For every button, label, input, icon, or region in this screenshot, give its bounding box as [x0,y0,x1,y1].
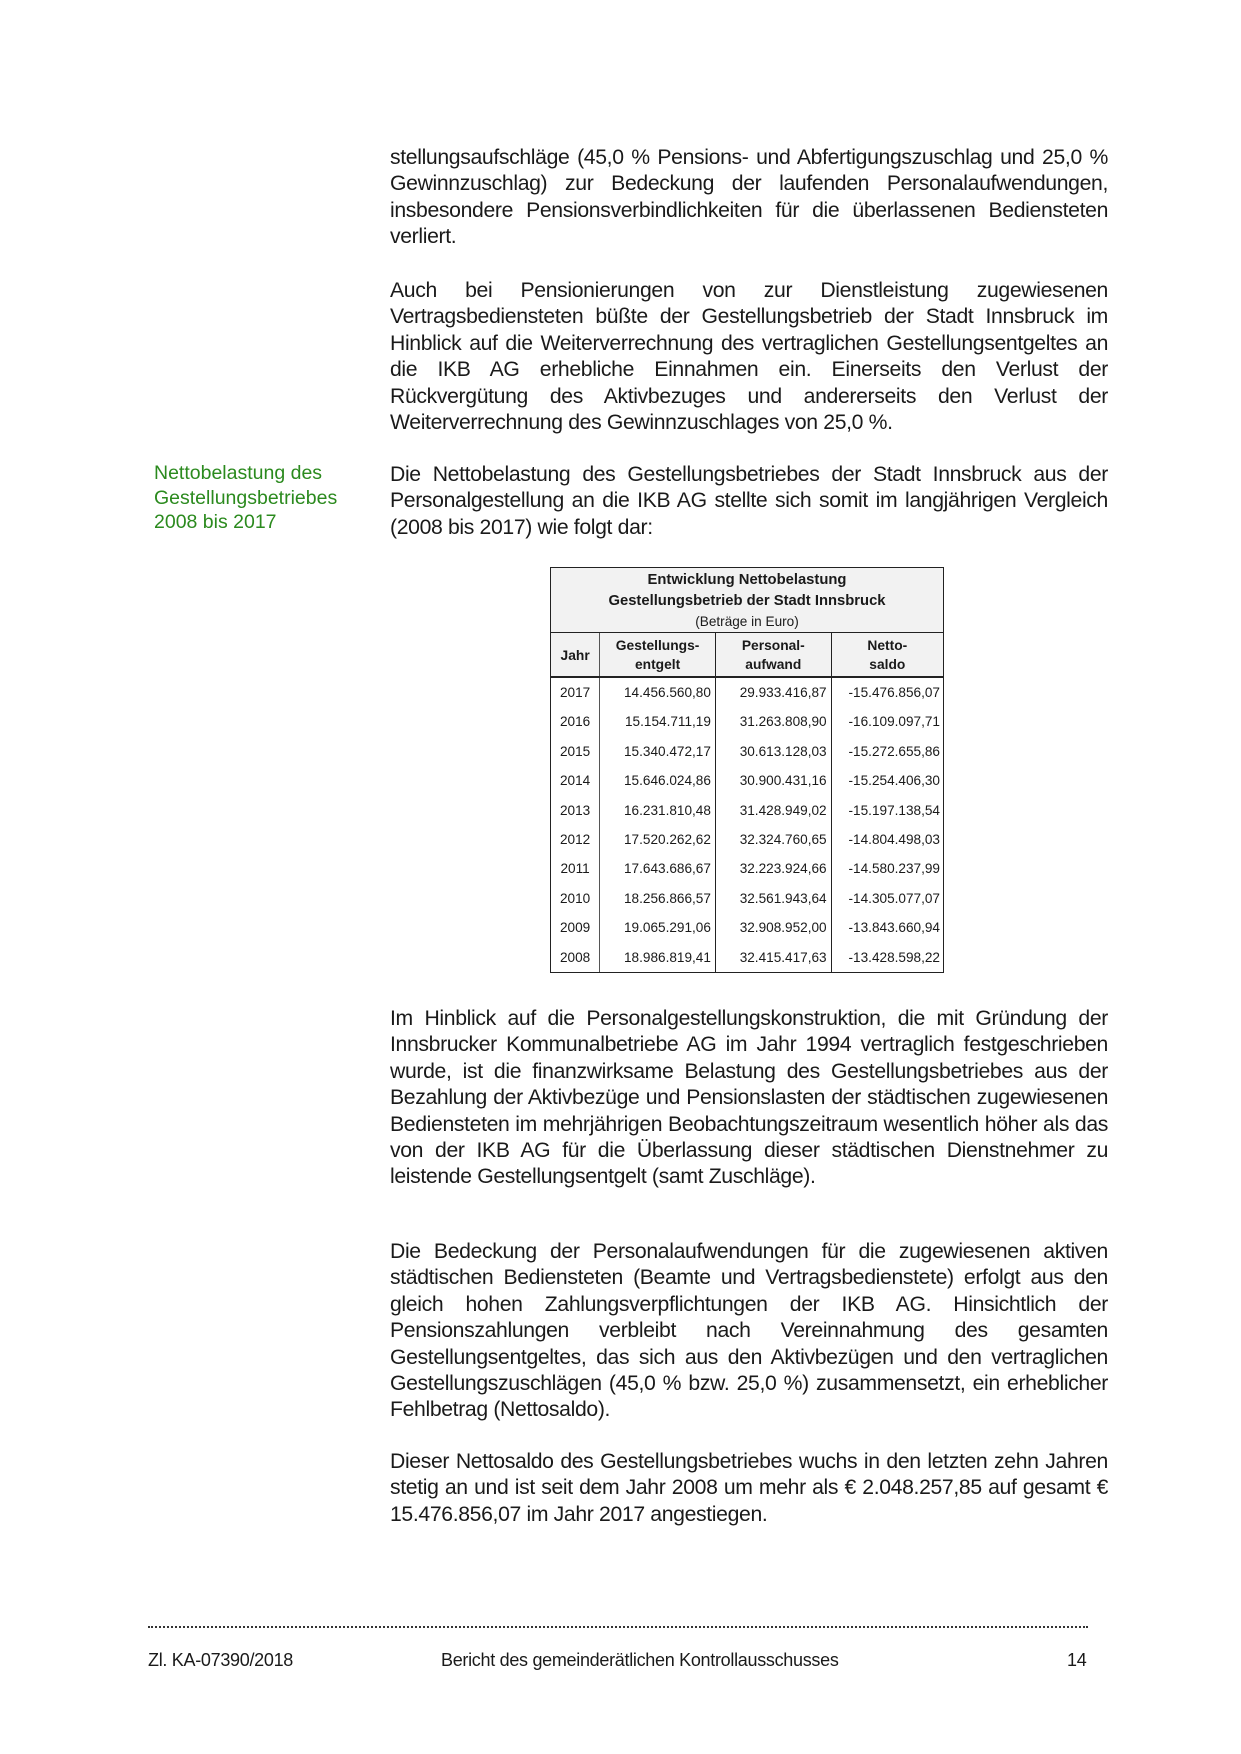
cell-nettosaldo: -13.428.598,22 [831,943,943,973]
nettobelastung-table-container [550,567,944,973]
header-text: Personal- [741,638,805,653]
cell-jahr: 2013 [551,796,600,825]
paragraph-bedeckung: Die Bedeckung der Personalaufwendungen für die zugewiesenen aktiven städtischen Bediensteten (Beamte und Vertragsbedienstete) erfolgt aus den gleich hohen Zahlungsverpflichtungen der IKB AG. Hinsichtlich der Pensionszahlungen verbleibt nach Vereinnahmung des gesamten Gestellungsentgeltes, das sich aus den Aktivbezügen und den vertraglichen Gestellungszuschlägen (45,0 % bzw. 25,0 %) zusammensetzt, ein erheblicher Fehlbetrag (Nettosaldo). [390,1240,1108,1422]
table-row [551,854,944,883]
footer-reference: Zl. KA-07390/2018 [148,1650,293,1670]
cell-personalaufwand: 30.613.128,03 [715,737,831,766]
cell-nettosaldo: -14.580.237,99 [831,854,943,883]
paragraph-nettobelastung-intro: Die Nettobelastung des Gestellungsbetriebes der Stadt Innsbruck aus der Personalgestellung an die IKB AG stellte sich somit im langjährigen Vergleich (2008 bis 2017) wie folgt dar: [390,463,1108,539]
cell-jahr: 2011 [551,854,600,883]
cell-personalaufwand: 32.324.760,65 [715,825,831,854]
cell-nettosaldo: -16.109.097,71 [831,707,943,736]
cell-nettosaldo: -13.843.660,94 [831,913,943,942]
cell-gestellungsentgelt: 15.340.472,17 [600,737,716,766]
cell-gestellungsentgelt: 18.986.819,41 [600,943,716,973]
table-row [551,884,944,913]
cell-jahr: 2012 [551,825,600,854]
paragraph-nettosaldo-growth: Dieser Nettosaldo des Gestellungsbetriebes wuchs in den letzten zehn Jahren stetig an und ist seit dem Jahr 2008 um mehr als € 2.048.257,85 auf gesamt € 15.476.856,07 im Jahr 2017 angestiegen. [390,1450,1108,1526]
header-text: Gestellungs- [615,638,700,653]
table-subtitle: (Beträge in Euro) [695,614,799,629]
header-nettosaldo [831,633,943,678]
table-row [551,796,944,825]
cell-personalaufwand: 31.263.808,90 [715,707,831,736]
cell-personalaufwand: 31.428.949,02 [715,796,831,825]
table-row [551,766,944,795]
cell-personalaufwand: 32.223.924,66 [715,854,831,883]
cell-gestellungsentgelt: 14.456.560,80 [600,677,716,707]
page-number: 14 [1067,1650,1087,1670]
paragraph-pensions-surcharges: stellungsaufschläge (45,0 % Pensions- und Abfertigungszuschlag und 25,0 % Gewinnzuschlag) zur Bedeckung der laufenden Personalaufwendungen, insbesondere Pensionsverbindlichkeiten für die überlassenen Bediensteten verliert. [390,146,1108,249]
header-jahr: Jahr [551,633,600,678]
table-row [551,825,944,854]
table-row [551,737,944,766]
table-title [551,568,944,633]
header-gestellungsentgelt [600,633,716,678]
table-row [551,913,944,942]
cell-nettosaldo: -15.272.655,86 [831,737,943,766]
paragraph-personalgestellungskonstruktion: Im Hinblick auf die Personalgestellungskonstruktion, die mit Gründung der Innsbrucker Kommunalbetriebe AG im Jahr 1994 vertraglich festgeschrieben wurde, ist die finanzwirksame Belastung des Gestellungsbetriebes aus der Bezahlung der Aktivbezüge und Pensionslasten der städtischen zugewiesenen Bediensteten im mehrjährigen Beobachtungszeitraum wesentlich höher als das von der IKB AG für die Überlassung dieser städtischen Dienstnehmer zu leistende Gestellungsentgelt (samt Zuschläge). [390,1007,1108,1189]
margin-note-line: 2008 bis 2017 [154,511,277,533]
table-title-line2: Gestellungsbetrieb der Stadt Innsbruck [608,593,886,609]
cell-nettosaldo: -15.476.856,07 [831,677,943,707]
paragraph-pensionierungen: Auch bei Pensionierungen von zur Dienstleistung zugewiesenen Vertragsbediensteten büßte der Gestellungsbetrieb der Stadt Innsbruck im Hinblick auf die Weiterverrechnung des vertraglichen Gestellungsentgeltes an die IKB AG erhebliche Einnahmen ein. Einerseits den Verlust der Rückvergütung des Aktivbezuges und andererseits den Verlust der Weiterverrechnung des Gewinnzuschlages von 25,0 %. [390,279,1108,435]
cell-personalaufwand: 29.933.416,87 [715,677,831,707]
cell-gestellungsentgelt: 15.646.024,86 [600,766,716,795]
header-text: saldo [869,657,906,672]
cell-nettosaldo: -14.804.498,03 [831,825,943,854]
header-text: aufwand [745,657,802,672]
cell-gestellungsentgelt: 17.520.262,62 [600,825,716,854]
table-header-row [551,633,944,678]
table-title-line1: Entwicklung Nettobelastung [647,572,847,588]
cell-jahr: 2008 [551,943,600,973]
cell-gestellungsentgelt: 15.154.711,19 [600,707,716,736]
margin-note-line: Nettobelastung des [154,462,323,484]
cell-nettosaldo: -15.254.406,30 [831,766,943,795]
cell-nettosaldo: -15.197.138,54 [831,796,943,825]
cell-personalaufwand: 32.908.952,00 [715,913,831,942]
footer-divider [148,1626,1088,1628]
cell-personalaufwand: 30.900.431,16 [715,766,831,795]
table-row [551,707,944,736]
cell-jahr: 2016 [551,707,600,736]
table-row [551,943,944,973]
header-text: entgelt [634,657,681,672]
footer-title: Bericht des gemeinderätlichen Kontrollausschusses [441,1650,839,1670]
cell-jahr: 2015 [551,737,600,766]
cell-personalaufwand: 32.415.417,63 [715,943,831,973]
header-text: Netto- [867,638,908,653]
cell-gestellungsentgelt: 17.643.686,67 [600,854,716,883]
cell-jahr: 2009 [551,913,600,942]
cell-gestellungsentgelt: 19.065.291,06 [600,913,716,942]
table-row [551,677,944,707]
margin-note-line: Gestellungsbetriebes [154,486,338,509]
cell-jahr: 2010 [551,884,600,913]
cell-jahr: 2014 [551,766,600,795]
cell-nettosaldo: -14.305.077,07 [831,884,943,913]
margin-note-nettobelastung [154,461,374,535]
cell-jahr: 2017 [551,677,600,707]
cell-gestellungsentgelt: 16.231.810,48 [600,796,716,825]
cell-personalaufwand: 32.561.943,64 [715,884,831,913]
nettobelastung-table [550,567,944,973]
header-personalaufwand [715,633,831,678]
cell-gestellungsentgelt: 18.256.866,57 [600,884,716,913]
